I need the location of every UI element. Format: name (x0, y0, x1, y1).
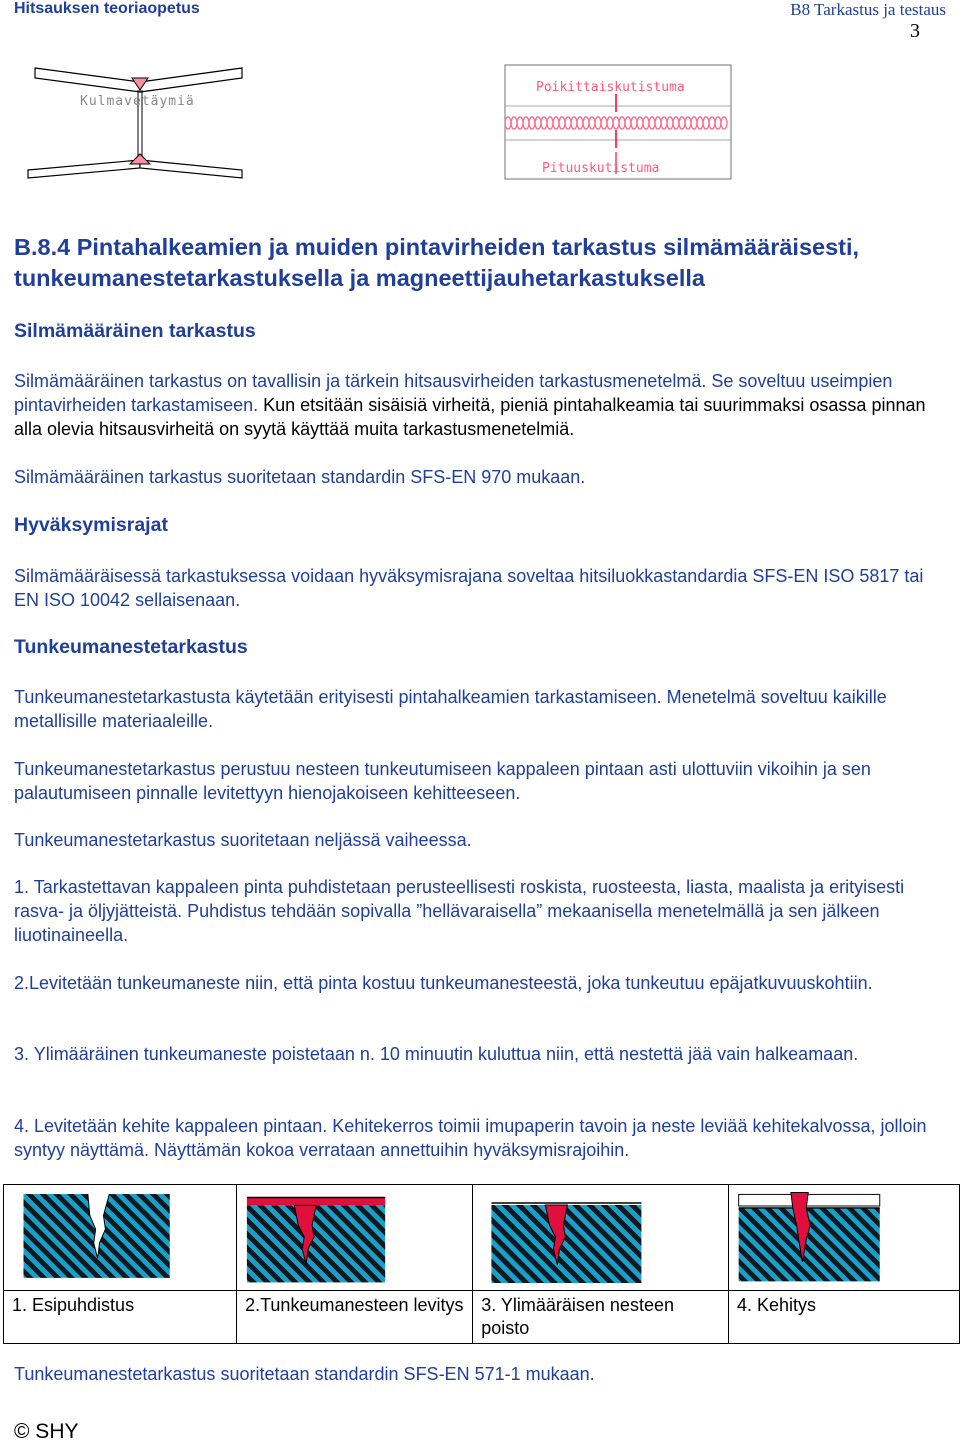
step-3-excess-removal-image (473, 1185, 728, 1285)
copyright-footer: © SHY (14, 1420, 79, 1443)
paragraph-penetrant-1: Tunkeumanestetarkastusta käytetään erityisesti pintahalkeamien tarkastamiseen. Menetelmä soveltuu kaikille metallisille materiaaleille. (14, 687, 887, 731)
paragraph-penetrant-standard: Tunkeumanestetarkastus suoritetaan standardin SFS-EN 571-1 mukaan. (14, 1364, 595, 1384)
shrinkage-figure (504, 64, 734, 182)
step-image-cell-2 (237, 1185, 473, 1291)
angular-distortion-label: Kulmavetäymiä (80, 94, 195, 109)
step-image-cell-1 (4, 1185, 237, 1291)
heading-visual-inspection: Silmämääräinen tarkastus (14, 320, 256, 342)
paragraph-visual-1-part2: Kun etsitään sisäisiä virheitä, pieniä pintahalkeamia tai suurimmaksi osassa pinnan alla olevia hitsausvirheitä on syytä käyttää muita tarkastusmenetelmiä. (14, 395, 926, 439)
penetrant-step-2: 2.Levitetään tunkeumaneste niin, että pinta kostuu tunkeumanesteestä, joka tunkeutuu epäjatkuvuuskohtiin. (14, 973, 873, 993)
paragraph-visual-1 (14, 369, 949, 441)
heading-acceptance-limits: Hyväksymisrajat (14, 514, 168, 536)
paragraph-acceptance: Silmämääräisessä tarkastuksessa voidaan hyväksymisrajana soveltaa hitsiluokkastandardia SFS-EN ISO 5817 tai EN ISO 10042 sellaisenaan. (14, 566, 924, 610)
step-image-cell-3 (473, 1185, 729, 1291)
penetrant-step-3: 3. Ylimääräinen tunkeumaneste poistetaan n. 10 minuutin kuluttua niin, että nestettä jää vain halkeamaan. (14, 1044, 859, 1064)
paragraph-visual-2: Silmämääräinen tarkastus suoritetaan standardin SFS-EN 970 mukaan. (14, 467, 586, 487)
longitudinal-shrinkage-label: Pituuskutistuma (542, 161, 660, 176)
step-caption-4: 4. Kehitys (729, 1291, 960, 1344)
header-chapter-title: B8 Tarkastus ja testaus (790, 0, 946, 19)
penetrant-step-4: 4. Levitetään kehite kappaleen pintaan. Kehitekerros toimii imupaperin tavoin ja neste leviää kehitekalvossa, jolloin syntyy näyttämä. Näyttämän kokoa verrataan annettuihin hyväksymisrajoihin. (14, 1116, 927, 1160)
step-1-precleaning-image (4, 1185, 236, 1285)
step-4-development-image (729, 1185, 959, 1285)
step-caption-3: 3. Ylimääräisen nesteen poisto (473, 1291, 729, 1344)
page-number: 3 (910, 20, 920, 42)
section-title: B.8.4 Pintahalkeamien ja muiden pintavirheiden tarkastus silmämääräisesti, tunkeumanestetarkastuksella ja magneettijauhetarkastuksella (14, 234, 860, 291)
header-course-title: Hitsauksen teoriaopetus (14, 0, 200, 17)
paragraph-penetrant-3: Tunkeumanestetarkastus suoritetaan neljässä vaiheessa. (14, 830, 472, 850)
step-caption-1: 1. Esipuhdistus (4, 1291, 237, 1344)
penetrant-steps-table (3, 1184, 960, 1344)
paragraph-visual-1-part1: Silmämääräinen tarkastus on tavallisin ja tärkein hitsausvirheiden tarkastusmenetelmä. Se soveltuu useimpien pintavirheiden tarkastamiseen. (14, 371, 893, 415)
step-2-penetrant-application-image (237, 1185, 472, 1285)
angular-distortion-figure (20, 60, 250, 190)
heading-penetrant-testing: Tunkeumanestetarkastus (14, 636, 248, 658)
paragraph-penetrant-2: Tunkeumanestetarkastus perustuu nesteen tunkeutumiseen kappaleen pintaan asti ulottuviin vikoihin ja sen palautumiseen pinnalle levitettyyn hienojakoiseen kehitteeseen. (14, 759, 871, 803)
transverse-shrinkage-label: Poikittaiskutistuma (536, 80, 685, 95)
step-caption-2: 2.Tunkeumanesteen levitys (237, 1291, 473, 1344)
penetrant-step-1: 1. Tarkastettavan kappaleen pinta puhdistetaan perusteellisesti roskista, ruosteesta, liasta, maalista ja erityisesti rasva- ja öljyjätteistä. Puhdistus tehdään sopivalla ”hellävaraisella” mekaanisella menetelmällä ja sen jälkeen liuotinaineella. (14, 877, 905, 945)
step-image-cell-4 (729, 1185, 960, 1291)
